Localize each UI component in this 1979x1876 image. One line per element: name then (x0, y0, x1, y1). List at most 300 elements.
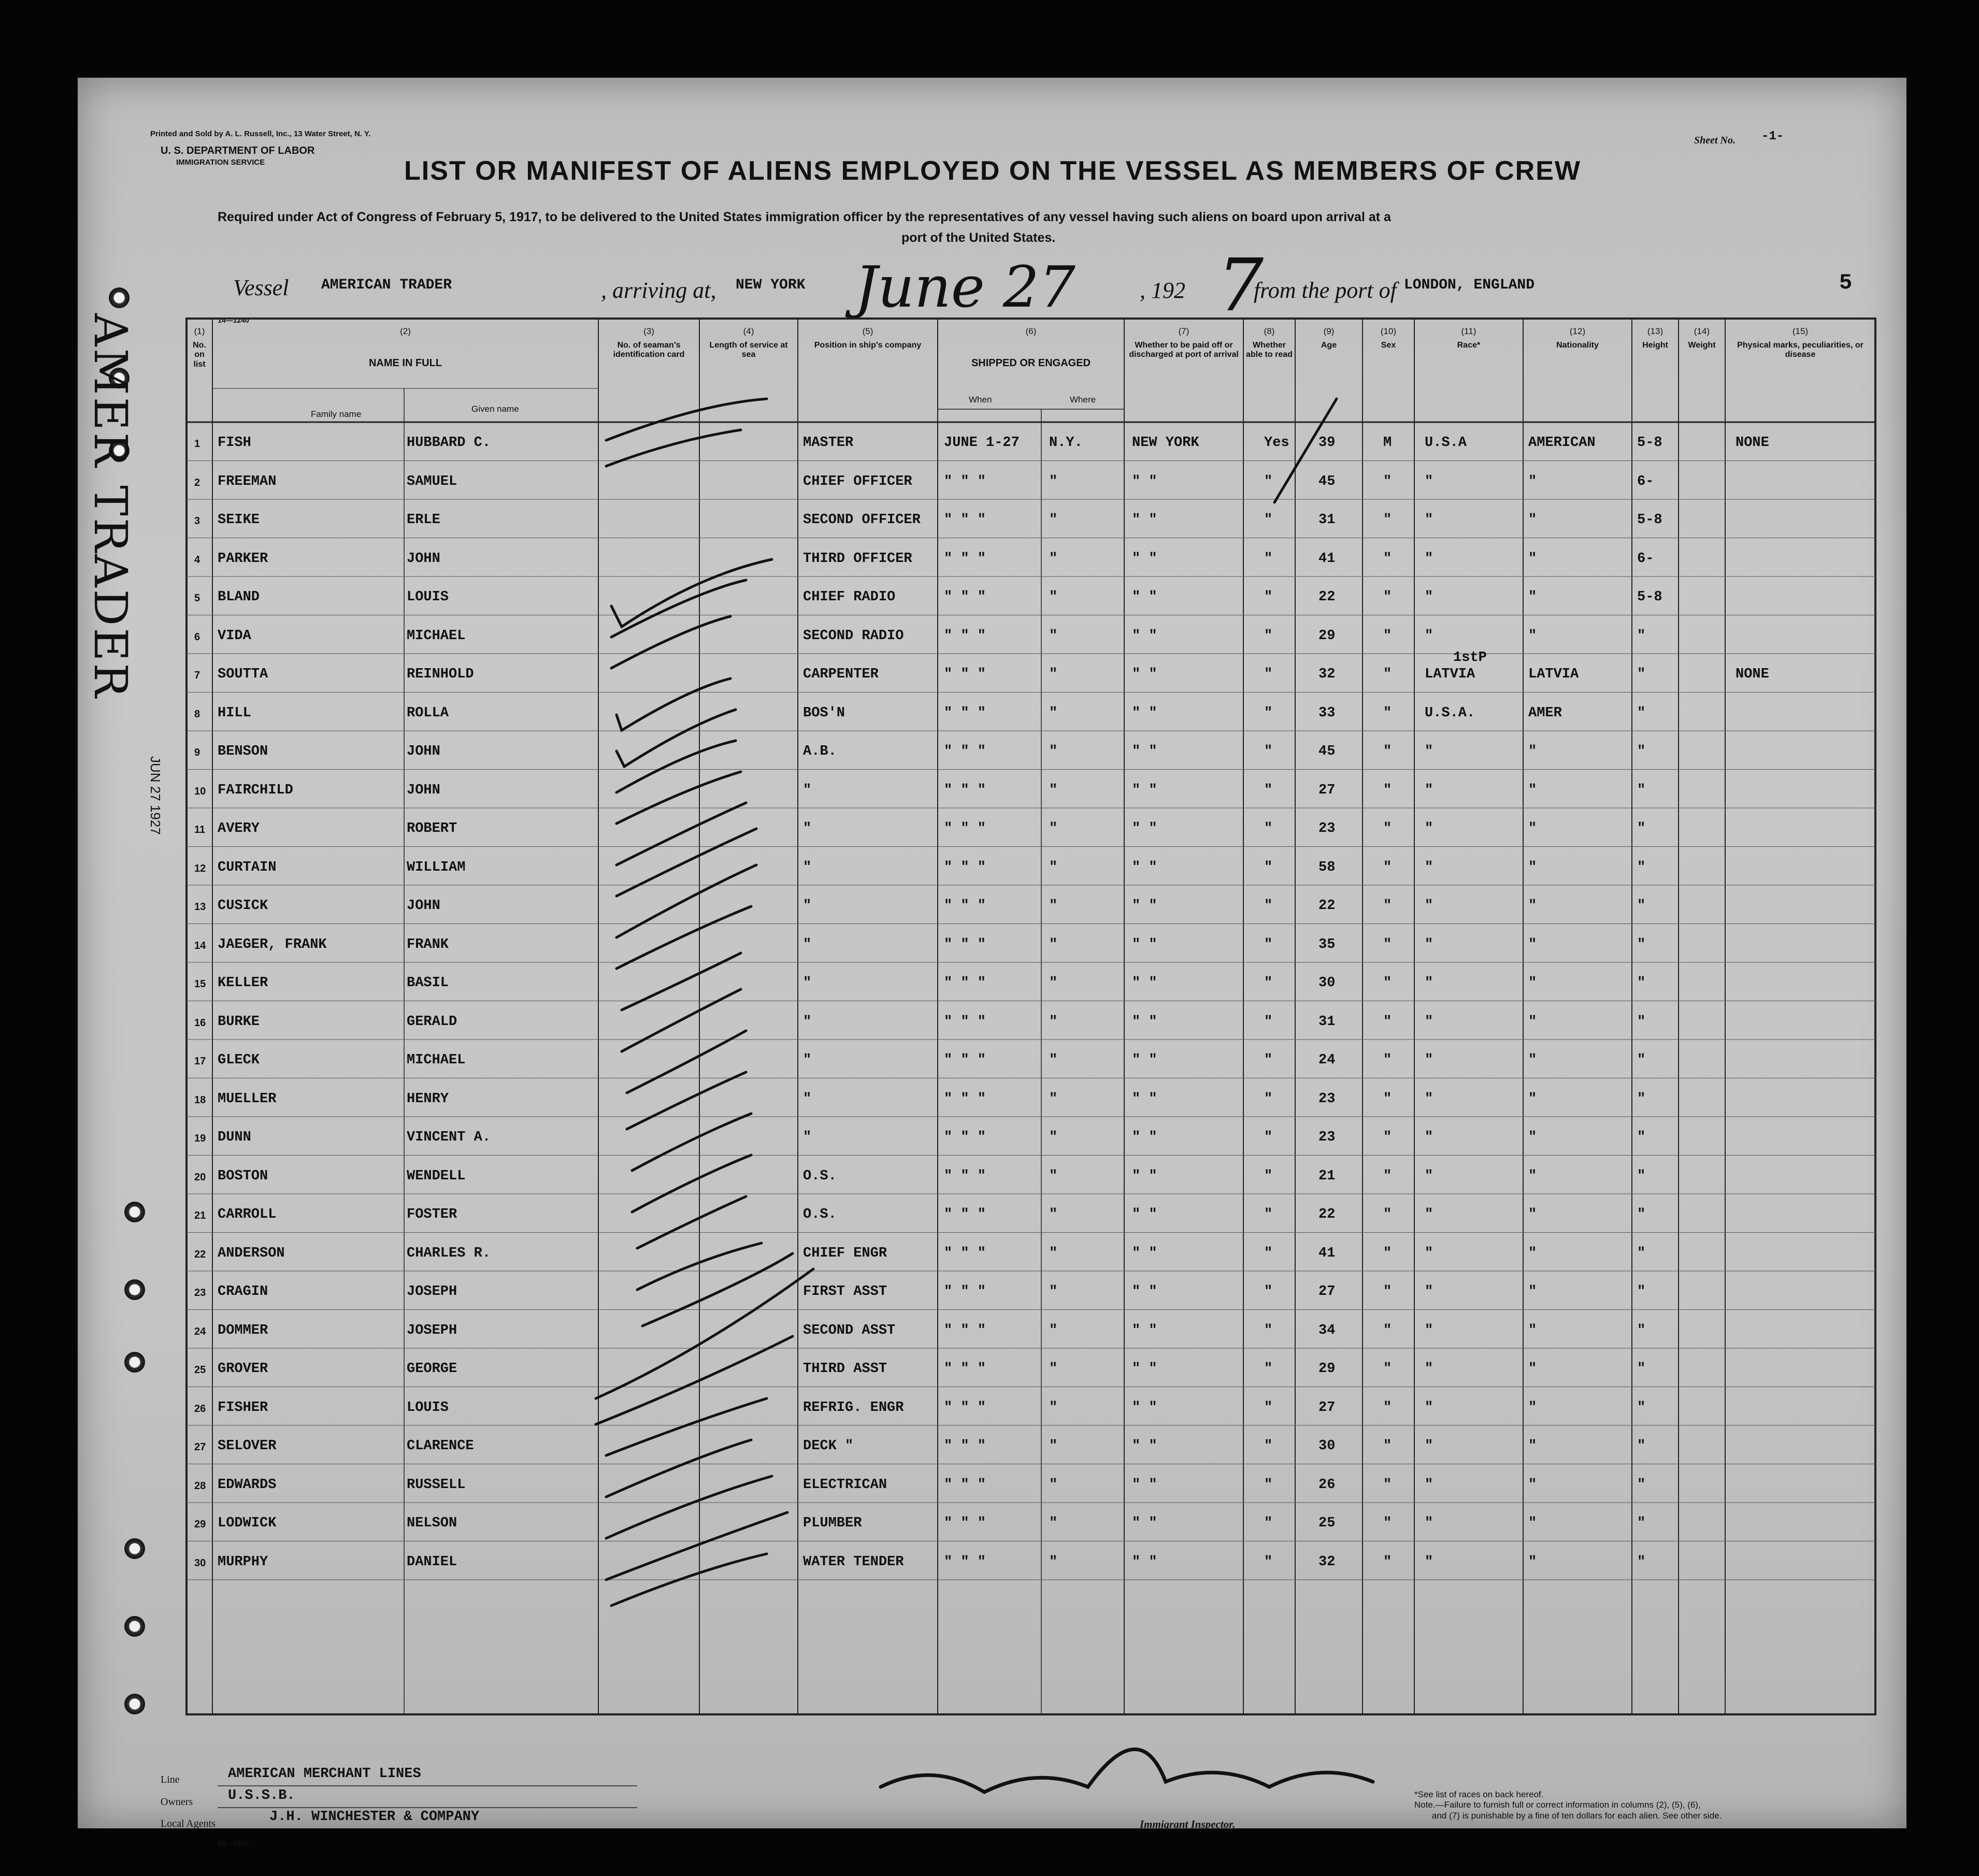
cell-when: " " " (944, 551, 986, 567)
cell-age: 34 (1318, 1322, 1336, 1338)
cell-given: HENRY (407, 1091, 449, 1107)
cell-read: " (1264, 705, 1273, 721)
arriving-label: , arriving at, (601, 278, 716, 303)
cell-sex: " (1383, 1477, 1392, 1493)
cell-family: AVERY (218, 821, 260, 836)
cell-when: " " " (944, 1284, 986, 1300)
cell-when: " " " (944, 1245, 986, 1261)
cell-when: " " " (944, 1438, 986, 1454)
cell-no: 21 (194, 1210, 206, 1221)
cell-given: GEORGE (407, 1361, 457, 1377)
cell-read: " (1264, 744, 1273, 759)
column-header: Age (1321, 341, 1337, 350)
cell-where: " (1049, 1245, 1058, 1261)
cell-given: ERLE (407, 512, 440, 528)
cell-read: " (1264, 1014, 1273, 1030)
cell-race: U.S.A (1425, 435, 1467, 451)
cell-sex: " (1383, 1245, 1392, 1261)
cell-nationality: " (1528, 551, 1537, 567)
cell-family: FAIRCHILD (218, 782, 293, 798)
column-header: Position in ship's company (814, 341, 922, 350)
cell-given: GERALD (407, 1014, 457, 1030)
from-port: LONDON, ENGLAND (1404, 277, 1535, 293)
arriving-port: NEW YORK (736, 277, 806, 293)
cell-where: N.Y. (1049, 435, 1083, 451)
cell-where: " (1049, 821, 1058, 836)
department-name: U. S. DEPARTMENT OF LABOR (161, 145, 315, 156)
cell-where: " (1049, 1014, 1058, 1030)
cell-paid: " " (1132, 859, 1157, 875)
cell-position: " (803, 1052, 812, 1068)
cell-height: " (1637, 1554, 1646, 1570)
cell-nationality: " (1528, 744, 1537, 759)
cell-age: 26 (1318, 1477, 1336, 1493)
cell-sex: " (1383, 821, 1392, 836)
cell-paid: " " (1132, 1207, 1157, 1222)
cell-no: 12 (194, 862, 206, 874)
cell-read: " (1264, 975, 1273, 991)
cell-family: BENSON (218, 744, 268, 759)
cell-paid: " " (1132, 975, 1157, 991)
cell-height: 5-8 (1637, 512, 1662, 528)
cell-age: 27 (1318, 782, 1336, 798)
cell-position: SECOND OFFICER (803, 512, 921, 528)
cell-paid: " " (1132, 473, 1157, 489)
owners-label: Owners (161, 1796, 193, 1808)
manifest-page (78, 78, 1906, 1847)
column-number: (7) (1178, 326, 1189, 336)
cell-read: " (1264, 1284, 1273, 1300)
cell-given: JOSEPH (407, 1284, 457, 1300)
cell-no: 3 (194, 515, 200, 527)
cell-sex: " (1383, 1516, 1392, 1531)
cell-height: " (1637, 1284, 1646, 1300)
column-number: (13) (1647, 326, 1663, 336)
cell-no: 28 (194, 1480, 206, 1492)
cell-position: O.S. (803, 1207, 837, 1222)
column-number: (5) (862, 326, 873, 336)
cell-given: CLARENCE (407, 1438, 474, 1454)
cell-height: " (1637, 975, 1646, 991)
column-number: (15) (1792, 326, 1809, 336)
given-name-subheader: Given name (471, 404, 519, 414)
table-grid (78, 78, 1906, 1828)
cell-race: " (1425, 821, 1433, 836)
cell-family: JAEGER, FRANK (218, 936, 327, 953)
cell-paid: " " (1132, 1516, 1157, 1531)
cell-race: " (1425, 744, 1433, 759)
cell-no: 10 (194, 785, 206, 797)
cell-paid: " " (1132, 936, 1157, 953)
cell-read: Yes (1264, 435, 1289, 451)
cell-nationality: AMERICAN (1528, 435, 1596, 451)
cell-age: 58 (1318, 859, 1336, 875)
cell-no: 22 (194, 1248, 206, 1260)
cell-no: 23 (194, 1287, 206, 1298)
cell-position: CHIEF RADIO (803, 589, 896, 605)
cell-family: CUSICK (218, 898, 268, 914)
cell-no: 30 (194, 1557, 206, 1569)
cell-age: 27 (1318, 1284, 1336, 1300)
cell-where: " (1049, 859, 1058, 875)
cell-position: A.B. (803, 744, 837, 759)
owners-value: U.S.S.B. (228, 1788, 295, 1803)
cell-sex: " (1383, 936, 1392, 953)
cell-family: SEIKE (218, 512, 260, 528)
cell-paid: " " (1132, 1322, 1157, 1338)
cell-age: 30 (1318, 975, 1336, 991)
cell-race: " (1425, 1361, 1433, 1377)
cell-nationality: " (1528, 821, 1537, 836)
cell-age: 21 (1318, 1168, 1336, 1184)
cell-read: " (1264, 1516, 1273, 1531)
cell-when: " " " (944, 936, 986, 953)
cell-age: 32 (1318, 667, 1336, 682)
cell-nationality: " (1528, 1477, 1537, 1493)
cell-age: 27 (1318, 1399, 1336, 1416)
cell-family: CRAGIN (218, 1284, 268, 1300)
cell-paid: " " (1132, 821, 1157, 836)
cell-where: " (1049, 1130, 1058, 1145)
margin-vessel-handwritten: AMER TRADER (84, 313, 137, 700)
cell-nationality: " (1528, 1130, 1537, 1145)
cell-position: FIRST ASST (803, 1284, 887, 1300)
cell-paid: " " (1132, 782, 1157, 798)
cell-age: 41 (1318, 1245, 1336, 1261)
cell-paid: " " (1132, 1052, 1157, 1068)
cell-position: PLUMBER (803, 1516, 862, 1531)
column-header: Physical marks, peculiarities, or disease (1737, 341, 1863, 359)
cell-sex: " (1383, 551, 1392, 567)
cell-family: FREEMAN (218, 473, 277, 489)
cell-family: VIDA (218, 628, 251, 644)
cell-height: " (1637, 1322, 1646, 1338)
column-number: (2) (400, 326, 411, 336)
cell-given: JOHN (407, 744, 440, 759)
cell-read: " (1264, 821, 1273, 836)
cell-marks: NONE (1736, 667, 1769, 682)
cell-race: " (1425, 1477, 1433, 1493)
cell-read: " (1264, 1438, 1273, 1454)
cell-given: RUSSELL (407, 1477, 466, 1493)
cell-read: " (1264, 1322, 1273, 1338)
cell-given: JOHN (407, 782, 440, 798)
cell-position: " (803, 1014, 812, 1030)
from-label: from the port of (1254, 278, 1397, 303)
cell-sex: " (1383, 1014, 1392, 1030)
cell-sex: " (1383, 744, 1392, 759)
cell-where: " (1049, 936, 1058, 953)
cell-read: " (1264, 473, 1273, 489)
cell-given: WILLIAM (407, 859, 466, 875)
cell-read: " (1264, 512, 1273, 528)
cell-read: " (1264, 589, 1273, 605)
cell-when: " " " (944, 898, 986, 914)
cell-race: " (1425, 859, 1433, 875)
cell-paid: " " (1132, 1130, 1157, 1145)
cell-read: " (1264, 936, 1273, 953)
cell-when: " " " (944, 1516, 986, 1531)
cell-no: 19 (194, 1133, 206, 1144)
column-header: Race* (1457, 341, 1481, 350)
vessel-label: Vessel (233, 275, 289, 300)
cell-no: 26 (194, 1403, 206, 1415)
agents-label: Local Agents (161, 1818, 216, 1829)
cell-race-note: 1stP (1453, 650, 1487, 666)
cell-age: 45 (1318, 744, 1336, 759)
cell-where: " (1049, 1477, 1058, 1493)
cell-paid: NEW YORK (1132, 435, 1199, 451)
cell-height: 5-8 (1637, 589, 1662, 605)
cell-position: ELECTRICAN (803, 1477, 887, 1493)
cell-family: FISH (218, 435, 251, 451)
cell-position: REFRIG. ENGR (803, 1399, 904, 1416)
cell-sex: " (1383, 1361, 1392, 1377)
cell-paid: " " (1132, 1477, 1157, 1493)
cell-position: WATER TENDER (803, 1554, 904, 1570)
service-name: IMMIGRATION SERVICE (176, 158, 265, 167)
cell-paid: " " (1132, 1361, 1157, 1377)
cell-when: JUNE 1-27 (944, 435, 1020, 451)
cell-race: " (1425, 1052, 1433, 1068)
cell-nationality: " (1528, 1361, 1537, 1377)
cell-given: JOSEPH (407, 1322, 457, 1338)
cell-when: " " " (944, 975, 986, 991)
cell-race: " (1425, 628, 1433, 644)
corner-number: 5 (1839, 270, 1853, 295)
cell-paid: " " (1132, 512, 1157, 528)
cell-race: " (1425, 1130, 1433, 1145)
cell-where: " (1049, 1168, 1058, 1184)
cell-age: 22 (1318, 1207, 1336, 1222)
cell-no: 29 (194, 1519, 206, 1530)
cell-sex: " (1383, 975, 1392, 991)
cell-family: EDWARDS (218, 1477, 277, 1493)
cell-position: " (803, 859, 812, 875)
cell-no: 18 (194, 1094, 206, 1106)
column-number: (1) (194, 326, 205, 336)
footer-note-1: *See list of races on back hereof. (1414, 1790, 1544, 1799)
cell-no: 11 (194, 824, 206, 835)
cell-when: " " " (944, 1322, 986, 1338)
cell-race: " (1425, 1322, 1433, 1338)
cell-paid: " " (1132, 898, 1157, 914)
cell-where: " (1049, 1052, 1058, 1068)
cell-given: JOHN (407, 551, 440, 567)
cell-read: " (1264, 1554, 1273, 1570)
cell-no: 14 (194, 940, 206, 951)
cell-height: " (1637, 782, 1646, 798)
cell-read: " (1264, 1052, 1273, 1068)
column-number: (12) (1569, 326, 1586, 336)
cell-paid: " " (1132, 1554, 1157, 1570)
cell-where: " (1049, 1361, 1058, 1377)
cell-sex: " (1383, 589, 1392, 605)
column-number: (4) (743, 326, 754, 336)
cell-nationality: LATVIA (1528, 667, 1579, 682)
cell-family: SELOVER (218, 1438, 277, 1454)
cell-race: " (1425, 975, 1433, 991)
cell-race: LATVIA (1425, 667, 1475, 682)
cell-paid: " " (1132, 1245, 1157, 1261)
cell-family: DUNN (218, 1130, 251, 1145)
cell-no: 1 (194, 438, 200, 450)
cell-sex: " (1383, 1322, 1392, 1338)
cell-family: MURPHY (218, 1554, 268, 1570)
cell-where: " (1049, 1554, 1058, 1570)
cell-paid: " " (1132, 1284, 1157, 1300)
cell-where: " (1049, 1091, 1058, 1107)
cell-age: 23 (1318, 1130, 1336, 1145)
cell-where: " (1049, 1438, 1058, 1454)
where-subheader: Where (1070, 395, 1096, 405)
cell-read: " (1264, 1168, 1273, 1184)
cell-when: " " " (944, 589, 986, 605)
line-label: Line (161, 1774, 180, 1785)
cell-marks: NONE (1736, 435, 1769, 451)
cell-age: 23 (1318, 1091, 1336, 1107)
cell-age: 22 (1318, 898, 1336, 914)
cell-no: 4 (194, 554, 200, 566)
cell-no: 8 (194, 708, 200, 720)
cell-family: BLAND (218, 589, 260, 605)
cell-family: GROVER (218, 1361, 268, 1377)
cell-nationality: " (1528, 1014, 1537, 1030)
cell-when: " " " (944, 1399, 986, 1416)
cell-race: " (1425, 1399, 1433, 1416)
cell-no: 20 (194, 1171, 206, 1183)
cell-when: " " " (944, 1052, 986, 1068)
cell-nationality: " (1528, 1207, 1537, 1222)
cell-read: " (1264, 898, 1273, 914)
cell-paid: " " (1132, 1438, 1157, 1454)
cell-height: " (1637, 859, 1646, 875)
cell-race: " (1425, 1091, 1433, 1107)
column-header: Whether to be paid off or discharged at port of arrival (1129, 341, 1239, 359)
cell-paid: " " (1132, 705, 1157, 721)
cell-given: ROBERT (407, 821, 457, 836)
cell-height: " (1637, 821, 1646, 836)
subtitle-line-1: Required under Act of Congress of February 5, 1917, to be delivered to the United States immigration officer by the representatives of any vessel having such aliens on board upon arrival at a (218, 210, 1391, 224)
sheet-label: Sheet No. (1694, 135, 1736, 146)
cell-when: " " " (944, 667, 986, 682)
cell-sex: " (1383, 473, 1392, 489)
cell-when: " " " (944, 1207, 986, 1222)
cell-age: 29 (1318, 628, 1336, 644)
family-name-subheader: Family name (311, 409, 362, 419)
vessel-name: AMERICAN TRADER (321, 277, 452, 293)
inspector-label: Immigrant Inspector. (1140, 1818, 1236, 1830)
cell-nationality: " (1528, 782, 1537, 798)
cell-height: " (1637, 1516, 1646, 1531)
cell-position: " (803, 898, 812, 914)
cell-position: THIRD ASST (803, 1361, 887, 1377)
cell-no: 24 (194, 1325, 206, 1337)
cell-age: 24 (1318, 1052, 1336, 1068)
cell-when: " " " (944, 1554, 986, 1570)
cell-where: " (1049, 782, 1058, 798)
cell-race: " (1425, 1207, 1433, 1222)
cell-nationality: " (1528, 1438, 1537, 1454)
cell-race: " (1425, 1438, 1433, 1454)
cell-paid: " " (1132, 589, 1157, 605)
cell-where: " (1049, 1399, 1058, 1416)
when-subheader: When (969, 395, 992, 405)
cell-age: 35 (1318, 936, 1336, 953)
cell-no: 15 (194, 978, 206, 990)
column-number: (3) (643, 326, 654, 336)
cell-age: 29 (1318, 1361, 1336, 1377)
cell-where: " (1049, 628, 1058, 644)
column-number: (6) (1025, 326, 1037, 336)
cell-no: 7 (194, 670, 200, 681)
cell-paid: " " (1132, 744, 1157, 759)
cell-position: " (803, 782, 812, 798)
cell-paid: " " (1132, 551, 1157, 567)
cell-family: DOMMER (218, 1322, 268, 1338)
cell-nationality: " (1528, 1284, 1537, 1300)
cell-when: " " " (944, 1477, 986, 1493)
cell-family: BOSTON (218, 1168, 268, 1184)
column-header: SHIPPED OR ENGAGED (971, 357, 1091, 369)
cell-sex: " (1383, 1091, 1392, 1107)
cell-family: PARKER (218, 551, 268, 567)
cell-position: " (803, 1091, 812, 1107)
cell-position: SECOND ASST (803, 1322, 896, 1338)
cell-nationality: " (1528, 1168, 1537, 1184)
cell-when: " " " (944, 1130, 986, 1145)
cell-read: " (1264, 1207, 1273, 1222)
cell-age: 45 (1318, 473, 1336, 489)
cell-family: SOUTTA (218, 667, 268, 682)
cell-given: BASIL (407, 975, 449, 991)
cell-position: " (803, 821, 812, 836)
cell-height: " (1637, 705, 1646, 721)
cell-read: " (1264, 1091, 1273, 1107)
arrival-date-handwritten: June 27 (855, 254, 1075, 320)
printer-line: Printed and Sold by A. L. Russell, Inc., 13 Water Street, N. Y. (150, 129, 371, 138)
cell-age: 33 (1318, 705, 1336, 721)
cell-given: REINHOLD (407, 667, 474, 682)
cell-read: " (1264, 1245, 1273, 1261)
cell-sex: " (1383, 1438, 1392, 1454)
cell-height: 6- (1637, 473, 1654, 489)
cell-family: ANDERSON (218, 1245, 285, 1261)
cell-height: " (1637, 628, 1646, 644)
cell-read: " (1264, 1130, 1273, 1145)
cell-read: " (1264, 1399, 1273, 1416)
cell-read: " (1264, 1477, 1273, 1493)
cell-height: " (1637, 1168, 1646, 1184)
cell-no: 9 (194, 747, 200, 758)
cell-nationality: " (1528, 512, 1537, 528)
column-number: (10) (1380, 326, 1397, 336)
cell-height: " (1637, 1245, 1646, 1261)
cell-when: " " " (944, 1361, 986, 1377)
cell-race: " (1425, 782, 1433, 798)
cell-given: FRANK (407, 936, 449, 953)
cell-where: " (1049, 705, 1058, 721)
column-header: Length of service at sea (709, 341, 788, 359)
form-number-bottom: 14—1240 (218, 1839, 249, 1847)
cell-race: " (1425, 1168, 1433, 1184)
cell-paid: " " (1132, 1091, 1157, 1107)
cell-height: " (1637, 1130, 1646, 1145)
cell-given: NELSON (407, 1516, 457, 1531)
cell-where: " (1049, 1207, 1058, 1222)
cell-where: " (1049, 473, 1058, 489)
footer-note-2: Note.—Failure to furnish full or correct information in columns (2), (5), (6), (1414, 1800, 1701, 1810)
